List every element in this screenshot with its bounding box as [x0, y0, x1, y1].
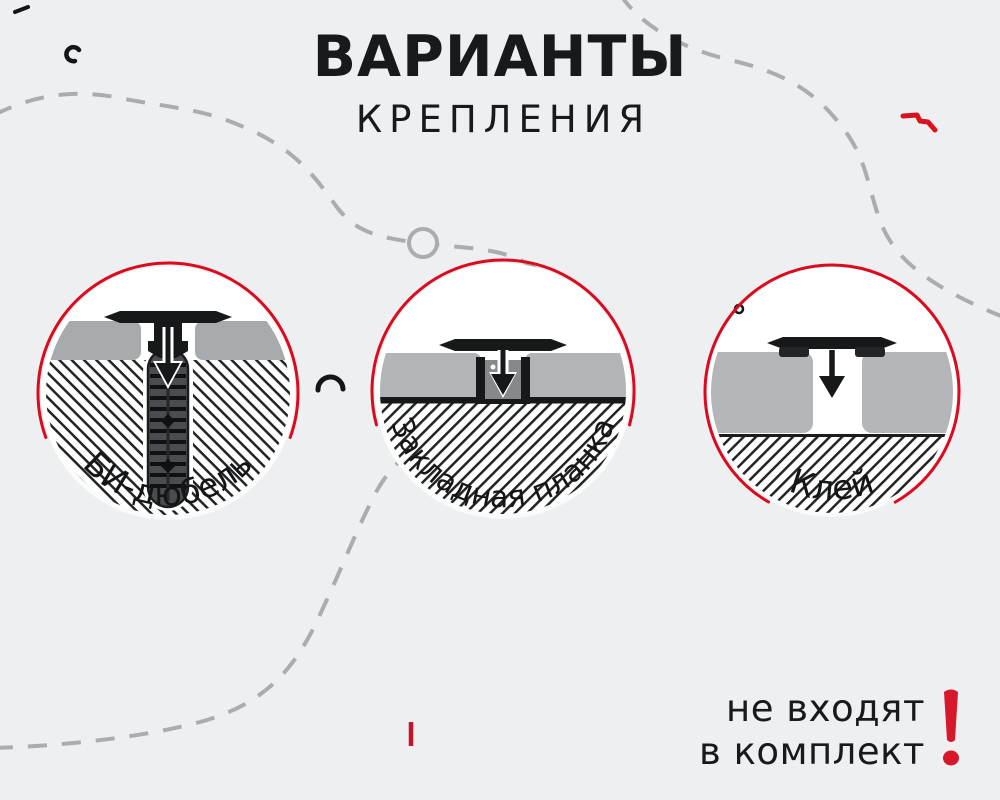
option-label: БИ-дюбель — [75, 443, 261, 514]
option-card-glue — [695, 250, 977, 550]
option-label: Клей — [784, 461, 880, 510]
panel-left — [372, 353, 481, 397]
panel-right — [862, 352, 961, 433]
channel-dot — [491, 365, 496, 370]
note-line-1: не входят — [726, 687, 925, 730]
glue-pad-left — [779, 347, 809, 357]
title-line-2: КРЕПЛЕНИЯ — [355, 97, 652, 141]
option-card-embedded-strip — [358, 250, 658, 562]
option-label: Закладная планка — [383, 413, 623, 516]
black-arch-icon — [318, 377, 343, 390]
not-included-note — [699, 687, 925, 773]
title-line-1: ВАРИАНТЫ — [312, 24, 688, 90]
page-title — [0, 24, 1000, 141]
panel-right — [525, 353, 634, 397]
option-card-bi-dowel — [28, 253, 310, 553]
base-line — [700, 434, 972, 437]
note-line-2: в комплект — [699, 730, 925, 773]
glue-pad-right — [855, 347, 885, 357]
black-dash-icon — [15, 7, 28, 12]
exclamation-icon — [938, 686, 964, 772]
panel-left — [703, 352, 813, 433]
